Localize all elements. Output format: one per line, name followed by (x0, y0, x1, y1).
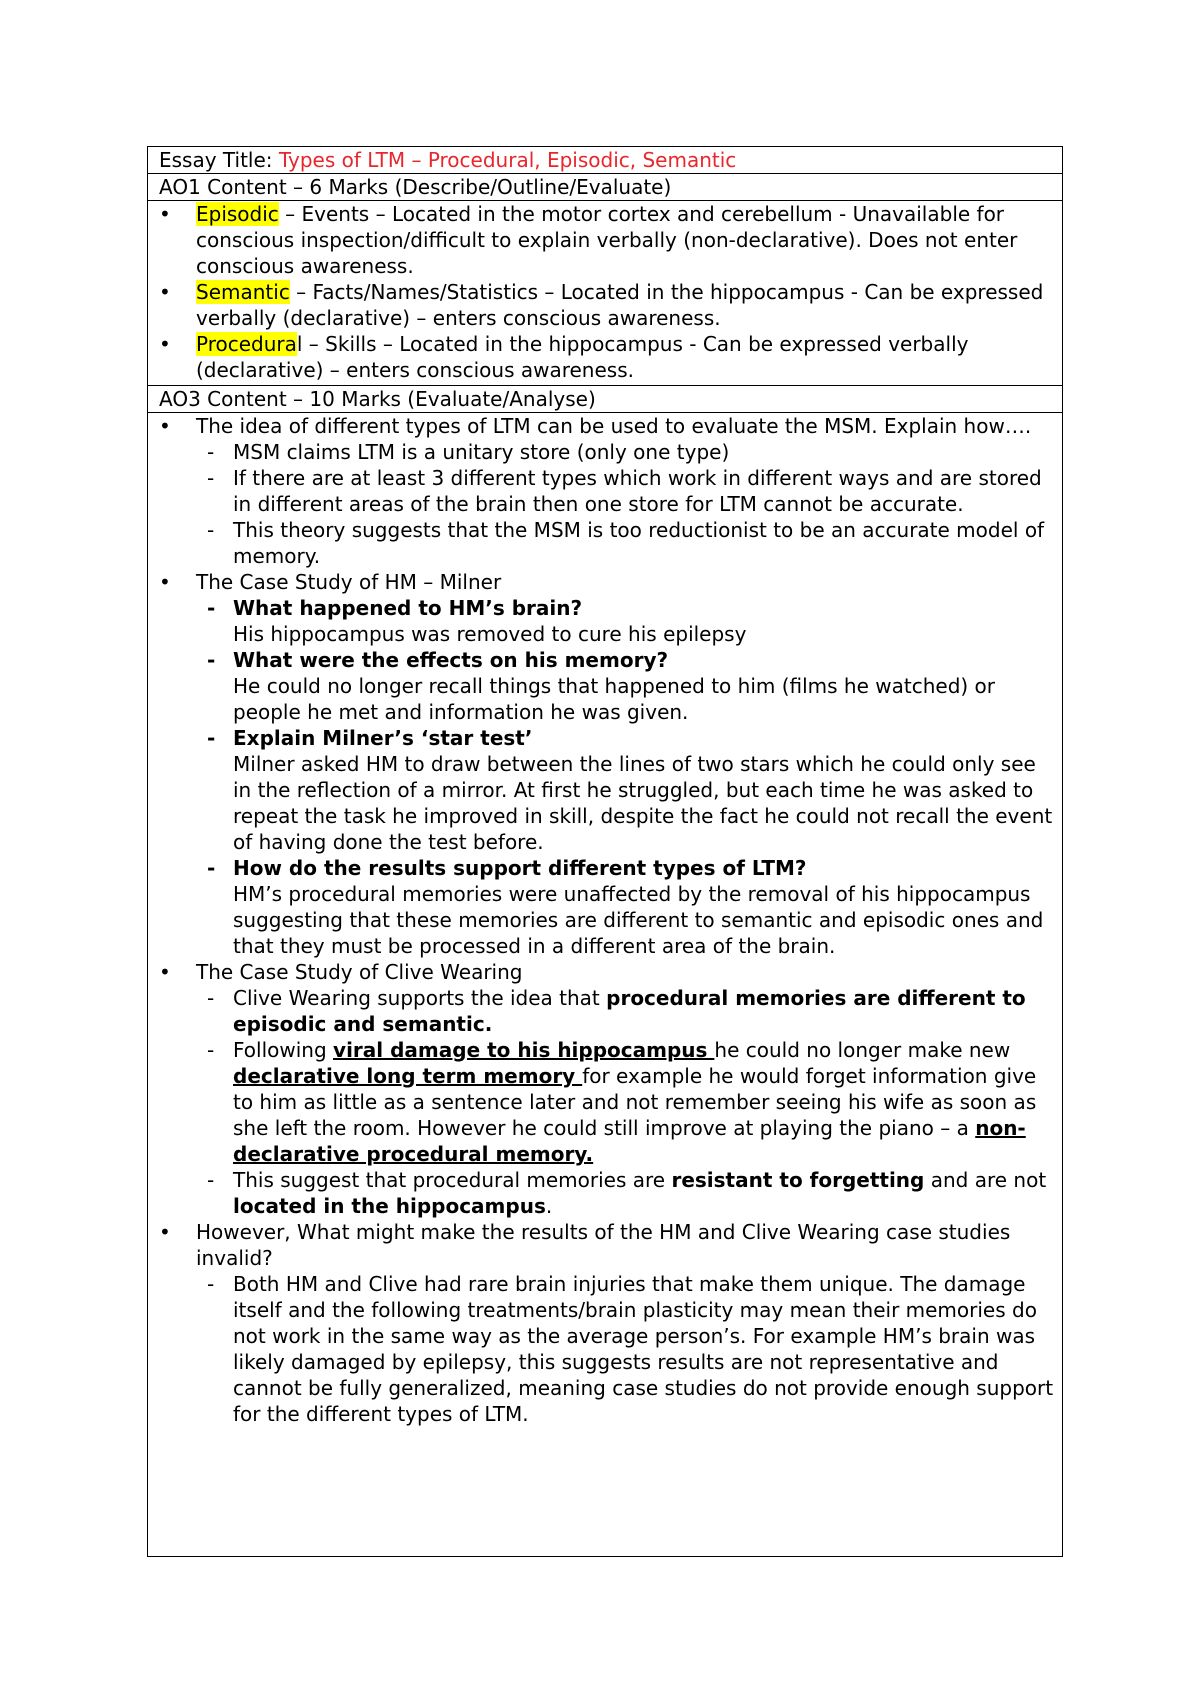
clive-point-1-bold: procedural memories are different to episodic and semantic. (233, 986, 1026, 1036)
clive-point-3-bold-a: resistant to forgetting (671, 1168, 925, 1192)
hm-answer-2: He could no longer recall things that happened to him (films he watched) or people he met and information he was given. (233, 674, 996, 724)
clive-point-3 (159, 1167, 1054, 1219)
clive-point-2-emph-b: declarative long term memory (233, 1064, 583, 1088)
ao1-term-semantic: Semantic (196, 280, 290, 304)
ao3-heading: AO3 Content – 10 Marks (Evaluate/Analyse) (148, 386, 1062, 413)
ao1-heading: AO1 Content – 6 Marks (Describe/Outline/Evaluate) (148, 174, 1062, 201)
clive-point-2-emph-c: non-declarative procedural memory. (233, 1116, 1026, 1166)
clive-point-3-text-a: This suggest that procedural memories are (233, 1168, 672, 1192)
clive-point-2 (159, 1037, 1054, 1167)
ao3-bullet-msm: • The idea of different types of LTM can be used to evaluate the MSM. Explain how…. (159, 413, 1054, 439)
msm-point-2: - If there are at least 3 different types which work in different ways and are stored in different areas of the brain then one store for LTM cannot be accurate. (159, 465, 1054, 517)
hm-answer-4: HM’s procedural memories were unaffected by the removal of his hippocampus suggesting that these memories are different to semantic and episodic ones and that they must be processed in a different area of the brain. (233, 882, 1044, 958)
invalid-point-1: - Both HM and Clive had rare brain injuries that make them unique. The damage itself and the following treatments/brain plasticity may mean their memories do not work in the same way as the average person’s. For example HM’s brain was likely damaged by epilepsy, this suggests results are not representative and cannot be fully generalized, meaning case studies do not provide enough support for the different types of LTM. (159, 1271, 1054, 1427)
hm-question-3: - Explain Milner’s ‘star test’ (159, 725, 1054, 751)
ao1-term-procedural: Procedura (196, 332, 297, 356)
essay-title-label: Essay Title: (159, 148, 279, 172)
msm-point-3: - This theory suggests that the MSM is too reductionist to be an accurate model of memory. (159, 517, 1054, 569)
clive-point-2-text-b: he could no longer make new (714, 1038, 1011, 1062)
clive-point-1-text: Clive Wearing supports the idea that (233, 986, 607, 1010)
ao1-content (148, 201, 1062, 386)
ao1-text-procedural: – Skills – Located in the hippocampus - Can be expressed verbally (declarative) – enters conscious awareness. (196, 332, 969, 382)
essay-title-row (148, 147, 1062, 174)
clive-point-1 (159, 985, 1054, 1037)
msm-point-1: - MSM claims LTM is a unitary store (only one type) (159, 439, 1054, 465)
ao1-text-episodic: – Events – Located in the motor cortex and cerebellum - Unavailable for conscious inspection/difficult to explain verbally (non-declarative). Does not enter conscious awareness. (196, 202, 1018, 278)
clive-point-3-bold-b: located in the hippocampus (233, 1194, 546, 1218)
ao1-item-semantic (159, 279, 1054, 331)
ao1-item-episodic (159, 201, 1054, 279)
ao1-term-episodic: Episodic (196, 202, 279, 226)
ao1-term-procedural-rest: l (296, 332, 303, 356)
hm-question-4: - How do the results support different types of LTM? (159, 855, 1054, 881)
ao1-text-semantic: – Facts/Names/Statistics – Located in the hippocampus - Can be expressed verbally (declarative) – enters conscious awareness. (196, 280, 1044, 330)
essay-plan-table (147, 146, 1063, 1557)
hm-question-2: - What were the effects on his memory? (159, 647, 1054, 673)
ao3-bullet-clive: • The Case Study of Clive Wearing (159, 959, 1054, 985)
ao3-content (148, 413, 1062, 1556)
hm-question-1: - What happened to HM’s brain? (159, 595, 1054, 621)
essay-title-value: Types of LTM – Procedural, Episodic, Semantic (278, 148, 737, 172)
ao3-bullet-hm: • The Case Study of HM – Milner (159, 569, 1054, 595)
clive-point-3-text-b: and are not (924, 1168, 1047, 1192)
clive-point-2-text-c: for example he would forget information give to him as little as a sentence later and not remember seeing his wife as soon as she left the room. However he could still improve at playing the piano – a (233, 1064, 1037, 1140)
clive-point-3-text-c: . (545, 1194, 553, 1218)
hm-answer-3: Milner asked HM to draw between the lines of two stars which he could only see in the reflection of a mirror. At first he struggled, but each time he was asked to repeat the task he improved in skill, despite the fact he could not recall the event of having done the test before. (233, 752, 1053, 854)
ao1-item-procedural (159, 331, 1054, 383)
clive-point-2-text-a: Following (233, 1038, 334, 1062)
clive-point-2-emph-a: viral damage to his hippocampus (333, 1038, 715, 1062)
ao3-bullet-invalid: • However, What might make the results of the HM and Clive Wearing case studies invalid? (159, 1219, 1054, 1271)
hm-answer-1: His hippocampus was removed to cure his epilepsy (233, 622, 747, 646)
